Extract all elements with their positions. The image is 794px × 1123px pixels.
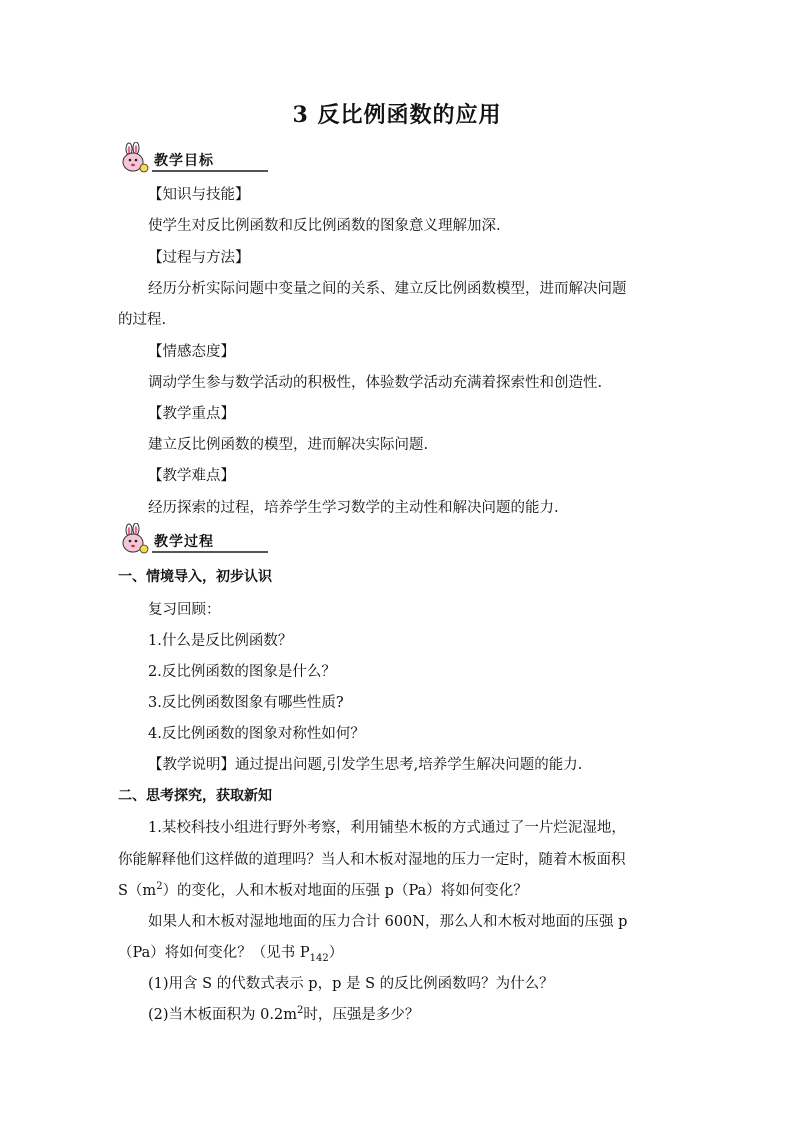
process-method-text-2: 的过程. — [118, 312, 167, 328]
attitude-heading: 【情感态度】 — [148, 344, 235, 360]
attitude-text: 调动学生参与数学活动的积极性，体验数学活动充满着探索性和创造性. — [148, 375, 603, 391]
page-title: 3 反比例函数的应用 — [292, 102, 502, 128]
difficulty-text: 经历探索的过程，培养学生学习数学的主动性和解决问题的能力. — [148, 500, 559, 516]
question-4: 4.反比例函数的图象对称性如何？ — [148, 726, 365, 742]
section-label-goals: 教学目标 — [154, 153, 214, 169]
part1-heading: 一、情境导入，初步认识 — [118, 569, 272, 585]
part2-heading: 二、思考探究，获取新知 — [118, 788, 272, 804]
section-header-process — [118, 523, 248, 555]
superscript: 2 — [296, 1005, 304, 1017]
question-2: 2.反比例函数的图象是什么？ — [148, 664, 336, 680]
problem-line-1: 1.某校科技小组进行野外考察，利用铺垫木板的方式通过了一片烂泥湿地， — [148, 820, 626, 836]
subscript: 142 — [309, 952, 329, 964]
problem2-line-2-b: ） — [328, 945, 344, 961]
problem2-line-2 — [118, 941, 343, 964]
problem-line-3-b: ）的变化，人和木板对地面的压强 p（Pa）将如何变化？ — [162, 883, 528, 899]
review-label: 复习回顾： — [148, 602, 221, 618]
difficulty-heading: 【教学难点】 — [148, 468, 235, 484]
problem2-line-2-a: （Pa）将如何变化？（见书 P — [118, 945, 310, 961]
question-3: 3.反比例函数图象有哪些性质? — [148, 695, 344, 711]
section-header-goals — [118, 142, 248, 174]
process-method-text-1: 经历分析实际问题中变量之间的关系、建立反比例函数模型，进而解决问题 — [148, 281, 627, 297]
problem-line-3 — [118, 879, 528, 900]
teaching-note: 【教学说明】通过提出问题,引发学生思考,培养学生解决问题的能力. — [148, 757, 583, 773]
knowledge-heading: 【知识与技能】 — [148, 187, 250, 203]
sub-question-2 — [148, 1003, 419, 1024]
bunny-icon — [118, 523, 152, 555]
key-point-text: 建立反比例函数的模型，进而解决实际问题. — [148, 437, 429, 453]
section-underline — [152, 170, 268, 172]
problem-line-2: 你能解释他们这样做的道理吗？当人和木板对湿地的压力一定时，随着木板面积 — [118, 852, 626, 868]
process-method-heading: 【过程与方法】 — [148, 250, 250, 266]
key-point-heading: 【教学重点】 — [148, 406, 235, 422]
superscript: 2 — [156, 881, 163, 893]
section-underline — [152, 551, 268, 553]
problem-line-3-a: S（m — [118, 883, 157, 899]
question-1: 1.什么是反比例函数？ — [148, 633, 293, 649]
problem2-line-1: 如果人和木板对湿地地面的压力合计 600N，那么人和木板对地面的压强 p — [148, 914, 628, 930]
knowledge-text: 使学生对反比例函数和反比例函数的图象意义理解加深. — [148, 218, 501, 234]
bunny-icon — [118, 142, 152, 174]
sub-question-2-b: 时，压强是多少？ — [303, 1007, 420, 1023]
section-label-process: 教学过程 — [154, 534, 214, 550]
sub-question-2-a: (2)当木板面积为 0.2m — [148, 1007, 297, 1023]
sub-question-1: (1)用含 S 的代数式表示 p，p 是 S 的反比例函数吗？为什么？ — [148, 976, 554, 992]
